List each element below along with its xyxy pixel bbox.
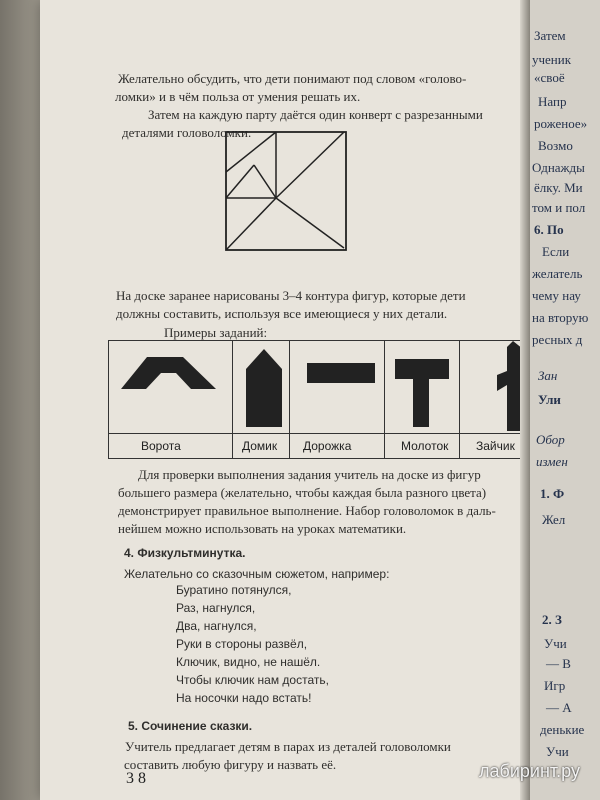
right-line-9: том и пол [532, 200, 586, 215]
paragraph-1b: ломки» и в чём польза от умения решать их. [115, 89, 361, 104]
label-gate: Ворота [141, 439, 181, 453]
paragraph-6: Учитель предлагает детям в парах из деталей головоломки [125, 739, 451, 754]
right-line-14: на вторую [532, 310, 589, 325]
left-page [40, 0, 548, 800]
right-line-21: Жел [542, 512, 566, 527]
label-path: Дорожка [303, 439, 352, 453]
paragraph-5: Желательно со сказочным сюжетом, например: [124, 567, 390, 581]
poem-line-2: Раз, нагнулся, [176, 601, 256, 615]
right-line-12: желатель [532, 266, 583, 281]
right-line-19: измен [536, 454, 568, 469]
right-line-1: Затем [534, 28, 566, 43]
right-line-6: Возмо [538, 138, 573, 153]
right-line-15: ресных д [532, 332, 583, 347]
paragraph-2: Затем на каждую парту даётся один конверт с разрезанными [148, 107, 483, 122]
right-line-17: Ули [538, 392, 561, 407]
right-line-8: ёлку. Ми [534, 180, 583, 195]
right-line-2: ученик [532, 52, 572, 67]
section-5-heading: 5. Сочинение сказки. [128, 719, 253, 733]
examples-title: Примеры заданий: [164, 325, 268, 340]
paragraph-4d: нейшем можно использовать на уроках математики. [118, 521, 407, 536]
poem-line-5: Ключик, видно, не нашёл. [176, 655, 321, 669]
poem-line-3: Два, нагнулся, [176, 619, 257, 633]
right-line-22: 2. З [542, 612, 562, 627]
label-house: Домик [242, 439, 278, 453]
watermark: лабиринт.ру [479, 761, 580, 781]
hammer-figure [393, 357, 455, 429]
paragraph-4c: демонстрирует правильное выполнение. Набор головоломок в даль- [118, 503, 496, 518]
right-line-26: — А [546, 700, 572, 715]
path-figure [299, 361, 381, 387]
right-line-24: — В [546, 656, 571, 671]
poem-line-4: Руки в стороны развёл, [176, 637, 308, 651]
right-line-25: Игр [544, 678, 566, 693]
label-bunny: Зайчик [476, 439, 515, 453]
right-line-5: роженое» [534, 116, 588, 131]
paragraph-3b: должны составить, используя все имеющиеся у них детали. [116, 306, 448, 321]
paragraph-4: Для проверки выполнения задания учитель на доске из фигур [138, 467, 481, 482]
right-line-10: 6. По [534, 222, 564, 237]
tangram-diagram [224, 130, 350, 252]
gate-figure [121, 349, 231, 391]
page-number: 3 8 [126, 770, 146, 787]
right-line-7: Однажды [532, 160, 585, 175]
right-line-18: Обор [536, 432, 565, 447]
right-line-4: Напр [538, 94, 567, 109]
right-page [530, 0, 600, 800]
paragraph-6b: составить любую фигуру и назвать её. [124, 757, 337, 772]
paragraph-1: Желательно обсудить, что дети понимают под словом «голово- [118, 71, 467, 86]
poem-line-6: Чтобы ключик нам достать, [176, 673, 329, 687]
right-line-13: чему нау [532, 288, 581, 303]
right-line-28: Учи [546, 744, 569, 759]
section-4-heading: 4. Физкультминутка. [124, 546, 246, 560]
right-line-3: «своё [534, 70, 565, 85]
paragraph-3: На доске заранее нарисованы 3–4 контура фигур, которые дети [116, 288, 466, 303]
right-line-23: Учи [544, 636, 567, 651]
paragraph-4b: большего размера (желательно, чтобы каждая была разного цвета) [118, 485, 487, 500]
house-figure [244, 349, 284, 431]
right-line-27: денькие [540, 722, 585, 737]
right-line-16: Зан [538, 368, 558, 383]
right-line-20: 1. Ф [540, 486, 565, 501]
poem-line-1: Буратино потянулся, [176, 583, 292, 597]
examples-table [108, 340, 570, 459]
right-line-11: Если [542, 244, 570, 259]
label-hammer: Молоток [401, 439, 449, 453]
paragraph-2b: деталями головоломки. [122, 125, 252, 140]
poem-line-7: На носочки надо встать! [176, 691, 312, 705]
